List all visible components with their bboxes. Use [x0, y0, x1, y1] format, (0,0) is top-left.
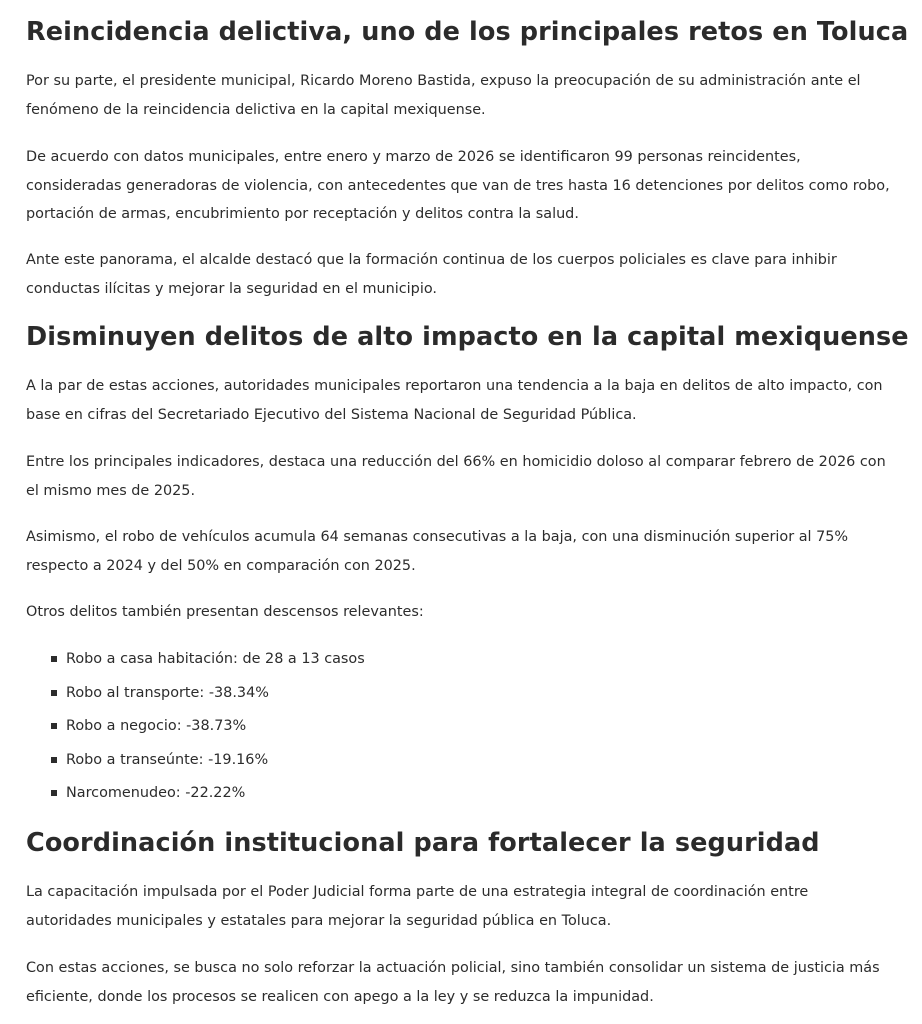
paragraph: Entre los principales indicadores, destaca una reducción del 66% en homicidio doloso al comparar febrero de 2026 con el mismo mes de 2025. [26, 454, 886, 499]
square-bullet-icon [51, 723, 57, 729]
list-item [26, 678, 365, 712]
list-item [26, 778, 365, 812]
square-bullet-icon [51, 690, 57, 696]
list-item [26, 745, 365, 779]
paragraph: Ante este panorama, el alcalde destacó que la formación continua de los cuerpos policiales es clave para inhibir conductas ilícitas y mejorar la seguridad en el municipio. [26, 252, 837, 297]
paragraph: Con estas acciones, se busca no solo reforzar la actuación policial, sino también consolidar un sistema de justicia más eficiente, donde los procesos se realicen con apego a la ley y se reduzca la impunidad. [26, 960, 880, 1005]
list-item-text: Robo a casa habitación: de 28 a 13 casos [66, 651, 365, 667]
paragraph: A la par de estas acciones, autoridades municipales reportaron una tendencia a la baja en delitos de alto impacto, con base en cifras del Secretariado Ejecutivo del Sistema Nacional de Seguridad Pública. [26, 378, 883, 423]
paragraph: De acuerdo con datos municipales, entre enero y marzo de 2026 se identificaron 99 personas reincidentes, consideradas generadoras de violencia, con antecedentes que van de tres hasta 16 detenciones por delitos como robo, portación de armas, encubrimiento por receptación y delitos contra la salud. [26, 149, 890, 222]
square-bullet-icon [51, 790, 57, 796]
paragraph: La capacitación impulsada por el Poder Judicial forma parte de una estrategia integral de coordinación entre autoridades municipales y estatales para mejorar la seguridad pública en Toluca. [26, 884, 809, 929]
section-heading-reincidencia: Reincidencia delictiva, uno de los principales retos en Toluca [26, 17, 909, 47]
section-heading-coordinacion: Coordinación institucional para fortalecer la seguridad [26, 828, 820, 858]
list-item-text: Robo a transeúnte: -19.16% [66, 751, 269, 768]
square-bullet-icon [51, 757, 57, 763]
section-heading-disminuyen-delitos: Disminuyen delitos de alto impacto en la capital mexiquense [26, 322, 909, 352]
square-bullet-icon [51, 656, 57, 662]
list-item [26, 644, 365, 678]
list-item-text: Robo a negocio: -38.73% [66, 718, 247, 734]
list-item-text: Robo al transporte: -38.34% [66, 684, 269, 701]
list-item-text: Narcomenudeo: -22.22% [66, 785, 246, 801]
paragraph: Asimismo, el robo de vehículos acumula 64 semanas consecutivas a la baja, con una disminución superior al 75% respecto a 2024 y del 50% en comparación con 2025. [26, 529, 849, 574]
crime-reduction-list [26, 644, 365, 812]
paragraph: Otros delitos también presentan descensos relevantes: [26, 604, 424, 620]
list-item [26, 711, 365, 745]
paragraph: Por su parte, el presidente municipal, Ricardo Moreno Bastida, expuso la preocupación de su administración ante el fenómeno de la reincidencia delictiva en la capital mexiquense. [26, 73, 861, 118]
